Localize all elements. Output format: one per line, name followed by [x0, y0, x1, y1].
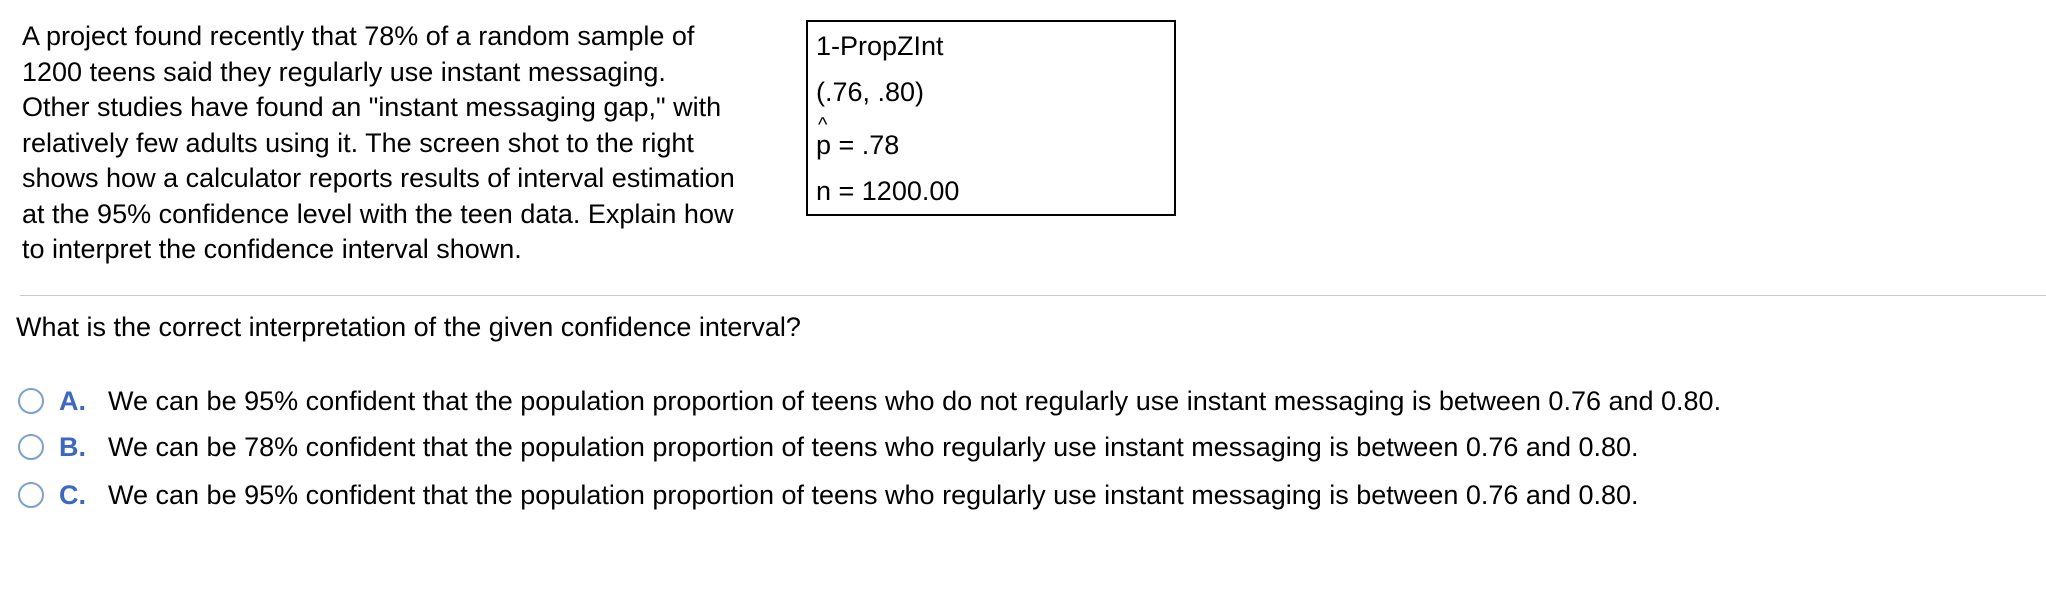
problem-line: Other studies have found an "instant messaging gap," with — [22, 92, 722, 122]
choice-letter: C. — [59, 479, 86, 510]
choice-letter: B. — [59, 431, 86, 462]
radio-button[interactable] — [18, 434, 44, 460]
choice-text: We can be 95% confident that the population proportion of teens who do not regularly use instant messaging is between 0.76 and 0.80. — [108, 385, 1722, 416]
radio-button[interactable] — [18, 388, 44, 414]
choice-text: We can be 95% confident that the population proportion of teens who regularly use instant messaging is between 0.76 and 0.80. — [108, 479, 1639, 510]
question-text: What is the correct interpretation of the given confidence interval? — [16, 312, 801, 342]
choice-b[interactable] — [18, 430, 1639, 464]
problem-statement — [22, 19, 797, 268]
calculator-interval: (.76, .80) — [816, 77, 925, 107]
section-divider — [20, 295, 2046, 296]
problem-line: relatively few adults using it. The screen shot to the right — [22, 127, 694, 158]
choice-a[interactable] — [18, 384, 1721, 418]
choice-letter: A. — [59, 385, 86, 416]
calculator-title: 1-PropZInt — [816, 31, 944, 61]
radio-button[interactable] — [18, 482, 44, 508]
problem-line: to interpret the confidence interval shown. — [22, 234, 522, 264]
problem-line: at the 95% confidence level with the teen data. Explain how — [22, 198, 734, 229]
calculator-p-hat: p = .78 — [816, 130, 900, 160]
choice-c[interactable] — [18, 478, 1639, 512]
calculator-output-box — [806, 20, 1176, 216]
problem-line: shows how a calculator reports results of interval estimation — [22, 163, 735, 193]
choice-text: We can be 78% confident that the population proportion of teens who regularly use instant messaging is between 0.76 and 0.80. — [108, 431, 1639, 462]
problem-line: A project found recently that 78% of a random sample of — [22, 21, 695, 51]
problem-line: 1200 teens said they regularly use instant messaging. — [22, 56, 666, 87]
calculator-n: n = 1200.00 — [816, 176, 960, 206]
hat-symbol: ^ — [818, 114, 828, 136]
